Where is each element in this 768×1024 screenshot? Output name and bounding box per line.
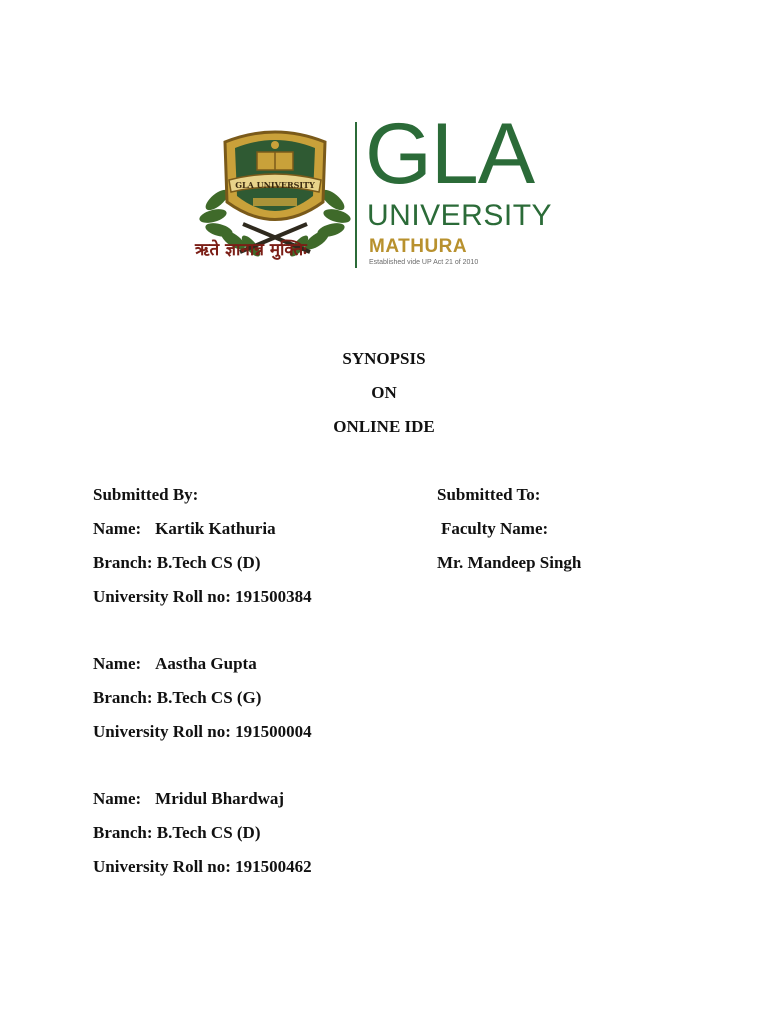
student-3-name-row [93,789,284,809]
name-label: Name: [93,654,142,673]
logo-established-text: Established vide UP Act 21 of 2010 [369,259,479,266]
logo-motto: ऋते ज्ञानान्न मुक्तिः [195,240,307,260]
student-2-roll: 191500004 [235,722,312,741]
branch-label: Branch: [93,823,153,842]
student-1-branch: B.Tech CS (D) [156,553,261,572]
student-3-roll: 191500462 [235,857,312,876]
student-2-branch: B.Tech CS (G) [156,688,262,707]
student-1-name-row [93,519,276,539]
student-3-branch: B.Tech CS (D) [156,823,261,842]
roll-label: University Roll no: [93,722,231,741]
faculty-name: Mr. Mandeep Singh [437,553,582,572]
student-1-branch-row [93,553,261,573]
student-1-roll-row [93,587,312,607]
name-label: Name: [93,789,142,808]
branch-label: Branch: [93,688,153,707]
student-3-name: Mridul Bhardwaj [155,789,285,808]
student-2-roll-row [93,722,312,742]
student-2-name: Aastha Gupta [155,654,257,673]
roll-label: University Roll no: [93,857,231,876]
logo-university-text: UNIVERSITY [367,199,553,232]
crest-text: GLA UNIVERSITY [235,180,315,190]
logo-wordmark [365,106,575,277]
student-3-roll-row [93,857,312,877]
logo-city-text: MATHURA [369,236,468,257]
title-on: ON [371,383,397,402]
roll-label: University Roll no: [93,587,231,606]
branch-label: Branch: [93,553,153,572]
title-project: ONLINE IDE [333,417,435,436]
student-3-branch-row [93,823,261,843]
faculty-label: Faculty Name: [441,519,549,538]
name-label: Name: [93,519,142,538]
student-2-name-row [93,654,257,674]
submitted-by-heading: Submitted By: [93,485,199,504]
student-1-name: Kartik Kathuria [155,519,276,538]
logo-gla-text: GLA [365,106,535,202]
submitted-to-heading: Submitted To: [437,485,541,504]
student-1-roll: 191500384 [235,587,312,606]
title-synopsis: SYNOPSIS [342,349,426,368]
student-2-branch-row [93,688,261,708]
